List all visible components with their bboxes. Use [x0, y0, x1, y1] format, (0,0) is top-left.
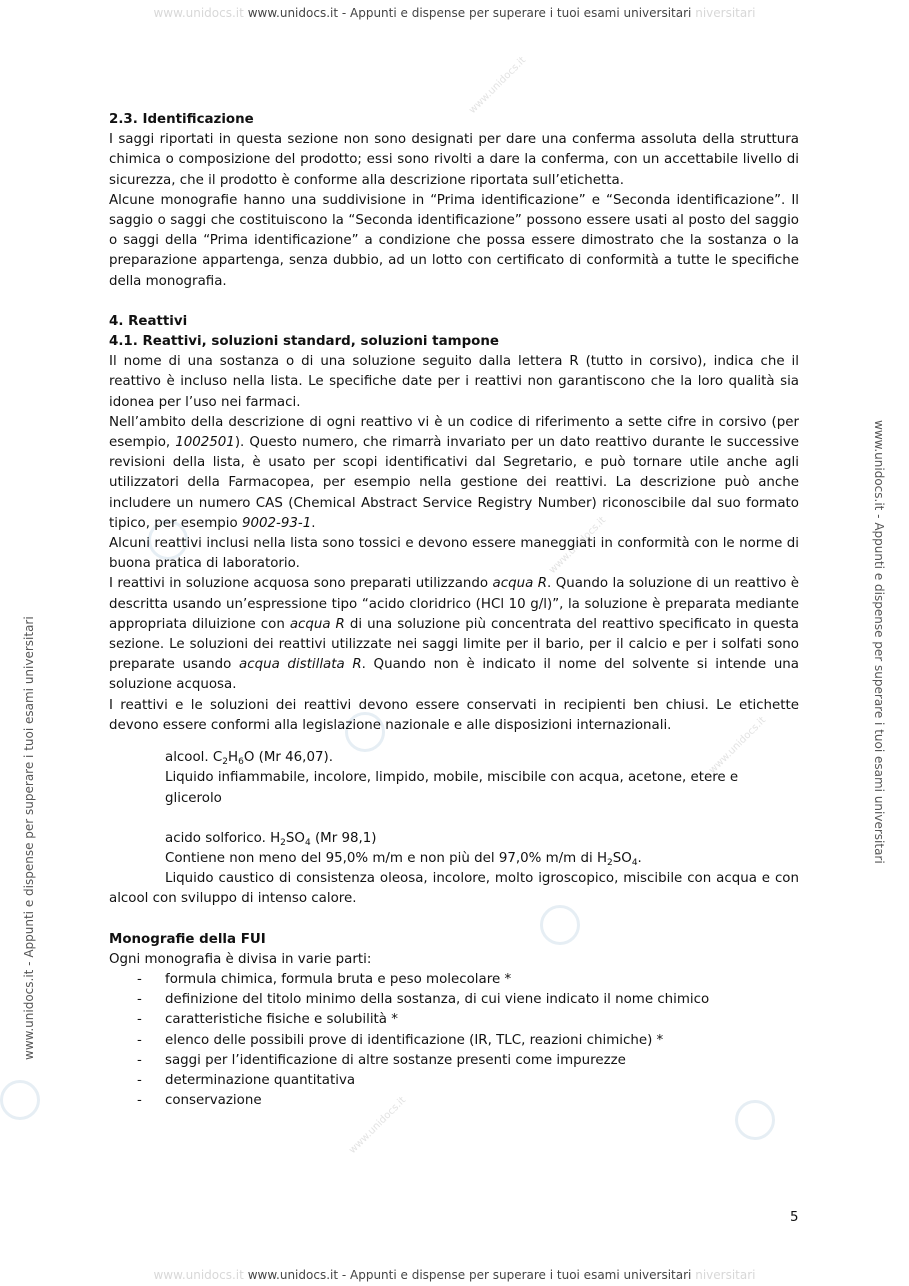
text-watermark: www.unidocs.it: [707, 714, 769, 777]
list-item: - determinazione quantitativa: [137, 1072, 356, 1088]
page-content: [109, 110, 799, 1111]
paragraph: Nell’ambito della descrizione di ogni reattivo vi è un codice di riferimento a sette cifre in corsivo (per esempio, 1002501). Questo numero, che rimarrà invariato per un dato reattivo durante le successive revisioni della lista, è usato per scopi identificativi dal Segretario, e può tornare utile anche agli utilizzatori della Farmacopea, per esempio nella gestione dei reattivi. La descrizione può anche includere un numero CAS (Chemical Abstract Service Registry Number) riconoscibile dal suo formato tipico, per esempio 9002-93-1.: [109, 414, 799, 531]
footer-text: www.unidocs.it - Appunti e dispense per superare i tuoi esami universitari: [247, 1268, 692, 1282]
section-heading: 4. Reattivi: [109, 313, 188, 329]
paragraph: Ogni monografia è divisa in varie parti:: [109, 951, 372, 967]
list-item: - conservazione: [137, 1093, 262, 1109]
section-heading: Monografie della FUI: [109, 931, 266, 947]
list-item: - formula chimica, formula bruta e peso molecolare *: [137, 971, 512, 987]
paragraph: Alcuni reattivi inclusi nella lista sono tossici e devono essere maneggiati in conformità con le norme di buona pratica di laboratorio.: [109, 536, 799, 572]
paragraph: I reattivi e le soluzioni dei reattivi devono essere conservati in recipienti ben chiusi. Le etichette devono essere conformi alla legislazione nazionale e alle disposizioni internazionali.: [109, 697, 799, 733]
text-watermark: www.unidocs.it: [347, 1094, 409, 1157]
list-item: - saggi per l’identificazione di altre sostanze presenti come impurezze: [137, 1052, 626, 1068]
paragraph: I reattivi in soluzione acquosa sono preparati utilizzando acqua R. Quando la soluzione di un reattivo è descritta usando un’espressione tipo “acido cloridrico (HCl 10 g/l)”, la soluzione è preparata mediante appropriata diluizione con acqua R di una soluzione più concentrata del reattivo specificato in questa sezione. Le soluzioni dei reattivi utilizzate nei saggi limite per il bario, per il calcio e per i solfati sono preparate usando acqua distillata R. Quando non è indicato il nome del solvente si intende una soluzione acquosa.: [109, 576, 800, 693]
page-footer: www.unidocs.it www.unidocs.it - Appunti e dispense per superare i tuoi esami universitari niversitari: [153, 1268, 756, 1282]
paragraph: Alcune monografie hanno una suddivisione in “Prima identificazione” e “Seconda identificazione”. Il saggio o saggi che costituiscono la “Seconda identificazione” possono essere usati al posto del saggio o saggi della “Prima identificazione” a condizione che possa essere dimostrato che la sostanza o la preparazione appartenga, senza dubbio, ad un lotto con certificato di conformità a tutte le specifiche della monografia.: [109, 192, 799, 289]
page-number: 5: [790, 1210, 799, 1225]
monograph-parts-list: [109, 970, 799, 1111]
text-watermark: www.unidocs.it: [467, 54, 529, 117]
reagent-acido: acido solforico. $H_2SO_4$ (Mr 98,1): [165, 830, 377, 848]
page-header: www.unidocs.it www.unidocs.it - Appunti e dispense per superare i tuoi esami universitari niversitari: [153, 6, 756, 20]
section-heading: 2.3. Identificazione: [109, 112, 254, 127]
reagent-alcool: alcool. $C_2H_6O$ (Mr 46,07).: [165, 750, 333, 768]
side-watermark-left: www.unidocs.it - Appunti e dispense per superare i tuoi esami universitari: [22, 616, 36, 1060]
text-watermark: www.unidocs.it: [547, 514, 609, 577]
paragraph: I saggi riportati in questa sezione non sono designati per dare una conferma assoluta della struttura chimica o composizione del prodotto; essi sono rivolti a dare la conferma, con un accettabile livello di sicurezza, che il prodotto è conforme alla descrizione riportata sull’etichetta.: [109, 132, 799, 188]
list-item: - definizione del titolo minimo della sostanza, di cui viene indicato il nome chimico: [137, 992, 710, 1008]
reagent-description: Liquido caustico di consistenza oleosa, incolore, molto igroscopico, miscibile con acqua e con alcool con sviluppo di intenso calore.: [109, 871, 799, 907]
list-item: - elenco delle possibili prove di identificazione (IR, TLC, reazioni chimiche) *: [137, 1032, 664, 1048]
paragraph: Il nome di una sostanza o di una soluzione seguito dalla lettera R (tutto in corsivo), indica che il reattivo è incluso nella lista. Le specifiche date per i reattivi non garantiscono che la loro qualità sia idonea per l’uso nei farmaci.: [109, 354, 799, 410]
side-watermark-right: www.unidocs.it - Appunti e dispense per superare i tuoi esami universitari: [872, 420, 886, 864]
reagent-description: Contiene non meno del 95,0% m/m e non più del 97,0% m/m di $H_2SO_4$.: [165, 850, 642, 868]
logo-watermark: [0, 1080, 40, 1120]
subsection-heading: 4.1. Reattivi, soluzioni standard, soluzioni tampone: [109, 334, 499, 350]
reagent-description: Liquido infiammabile, incolore, limpido, mobile, miscibile con acqua, acetone, etere e glicerolo: [165, 770, 739, 806]
header-text: www.unidocs.it - Appunti e dispense per superare i tuoi esami universitari: [247, 6, 692, 20]
list-item: - caratteristiche fisiche e solubilità *: [137, 1012, 398, 1028]
